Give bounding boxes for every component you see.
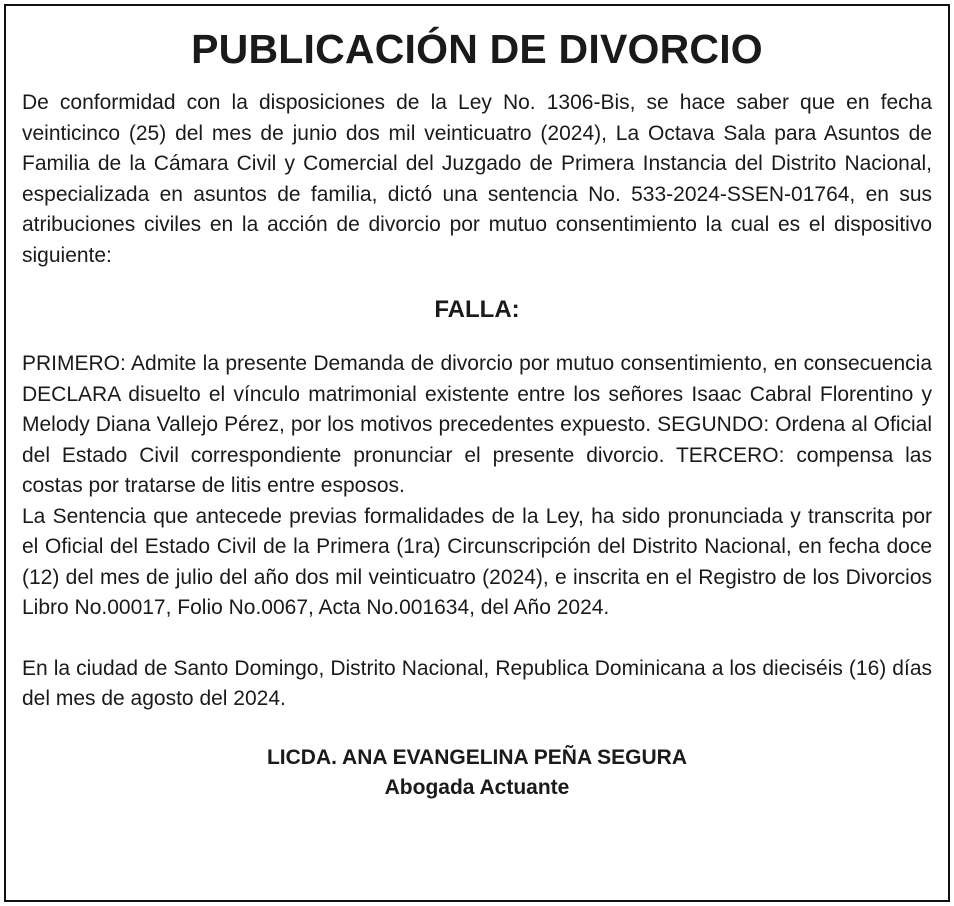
ruling-paragraph: PRIMERO: Admite la presente Demanda de divorcio por mutuo consentimiento, en consecuencia DECLARA disuelto el vínculo matrimonial existente entre los señores Isaac Cabral Florentino y Melody Diana Vallejo Pérez, por los motivos precedentes expuesto. SEGUNDO: Ordena al Oficial del Estado Civil correspondiente pronunciar el presente divorcio. TERCERO: compensa las costas por tratarse de litis entre esposos. bbox=[22, 352, 932, 497]
ruling-heading: FALLA: bbox=[434, 296, 520, 323]
divorce-notice bbox=[4, 4, 950, 902]
signature-role: Abogada Actuante bbox=[384, 775, 570, 799]
notice-title: PUBLICACIÓN DE DIVORCIO bbox=[191, 26, 763, 72]
closing-paragraph: En la ciudad de Santo Domingo, Distrito Nacional, Republica Dominicana a los dieciséis (16) días del mes de agosto del 2024. bbox=[22, 656, 932, 710]
registration-paragraph: La Sentencia que antecede previas formalidades de la Ley, ha sido pronunciada y transcrita por el Oficial del Estado Civil de la Primera (1ra) Circunscripción del Distrito Nacional, en fecha doce (12) del mes de julio del año dos mil veinticuatro (2024), e inscrita en el Registro de los Divorcios Libro No.00017, Folio No.0067, Acta No.001634, del Año 2024. bbox=[22, 504, 932, 619]
signature-name: LICDA. ANA EVANGELINA PEÑA SEGURA bbox=[266, 745, 688, 769]
signature-block bbox=[22, 743, 932, 803]
intro-paragraph: De conformidad con la disposiciones de la Ley No. 1306-Bis, se hace saber que en fecha veinticinco (25) del mes de junio dos mil veinticuatro (2024), La Octava Sala para Asuntos de Familia de la Cámara Civil y Comercial del Juzgado de Primera Instancia del Distrito Nacional, especializada en asuntos de familia, dictó una sentencia No. 533-2024-SSEN-01764, en sus atribuciones civiles en la acción de divorcio por mutuo consentimiento la cual es el dispositivo siguiente: bbox=[22, 91, 932, 267]
